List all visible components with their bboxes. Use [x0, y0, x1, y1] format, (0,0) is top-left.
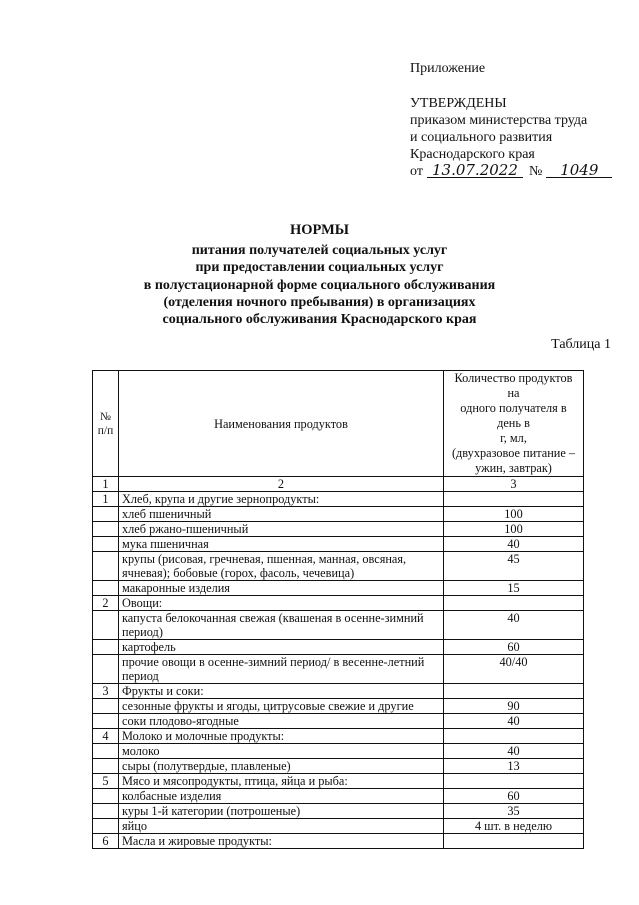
row-number: 6	[93, 834, 119, 849]
header-qty-line-4: (двухразовое питание –	[451, 446, 576, 460]
product-row	[93, 655, 584, 684]
row-number	[93, 522, 119, 537]
product-quantity: 13	[444, 759, 584, 774]
row-number	[93, 552, 119, 581]
product-name: крупы (рисовая, гречневая, пшенная, манная, овсяная, ячневая); бобовые (горох, фасоль, чечевица)	[119, 552, 444, 581]
product-row	[93, 759, 584, 774]
header-qty	[444, 371, 584, 477]
row-number	[93, 744, 119, 759]
row-number	[93, 699, 119, 714]
row-number	[93, 804, 119, 819]
product-quantity: 4 шт. в неделю	[444, 819, 584, 834]
row-number	[93, 819, 119, 834]
product-row	[93, 537, 584, 552]
row-number	[93, 714, 119, 729]
product-name: молоко	[119, 744, 444, 759]
index-cell-1: 1	[93, 477, 119, 492]
product-quantity	[444, 834, 584, 849]
category-row	[93, 729, 584, 744]
product-name: мука пшеничная	[119, 537, 444, 552]
order-number-handwritten: 1049	[546, 163, 612, 178]
row-number	[93, 507, 119, 522]
row-number: 4	[93, 729, 119, 744]
from-label: от	[410, 164, 423, 179]
product-row	[93, 819, 584, 834]
title-line-1: питания получателей социальных услуг	[191, 243, 448, 259]
product-row	[93, 581, 584, 596]
table-header-row	[93, 371, 584, 477]
product-quantity: 60	[444, 789, 584, 804]
category-row	[93, 774, 584, 789]
product-quantity	[444, 492, 584, 507]
norms-table	[92, 370, 584, 849]
number-sign: №	[528, 164, 543, 179]
row-number	[93, 759, 119, 774]
appendix-label: Приложение	[410, 61, 486, 76]
product-name: картофель	[119, 640, 444, 655]
product-name: куры 1-й категории (потрошеные)	[119, 804, 444, 819]
product-quantity	[444, 729, 584, 744]
category-row	[93, 834, 584, 849]
index-cell-3: 3	[444, 477, 584, 492]
product-row	[93, 714, 584, 729]
product-name: Мясо и мясопродукты, птица, яйца и рыба:	[119, 774, 444, 789]
header-num: № п/п	[93, 371, 119, 477]
title-main: НОРМЫ	[289, 222, 350, 238]
header-name: Наименования продуктов	[119, 371, 444, 477]
product-name: хлеб ржано-пшеничный	[119, 522, 444, 537]
table-body	[93, 492, 584, 849]
approval-line-2: и социального развития	[410, 130, 553, 145]
product-quantity: 90	[444, 699, 584, 714]
product-row	[93, 640, 584, 655]
product-quantity: 100	[444, 522, 584, 537]
row-number	[93, 611, 119, 640]
product-quantity	[444, 596, 584, 611]
approval-line-3: Краснодарского края	[410, 147, 535, 162]
title-line-4: (отделения ночного пребывания) в организациях	[163, 294, 476, 310]
row-number	[93, 655, 119, 684]
product-name: прочие овощи в осенне-зимний период/ в весенне-летний период	[119, 655, 444, 684]
product-quantity: 35	[444, 804, 584, 819]
row-number	[93, 789, 119, 804]
product-row	[93, 552, 584, 581]
product-name: макаронные изделия	[119, 581, 444, 596]
product-row	[93, 789, 584, 804]
approval-line-1: приказом министерства труда	[410, 113, 588, 128]
product-name: сыры (полутвердые, плавленые)	[119, 759, 444, 774]
product-name: хлеб пшеничный	[119, 507, 444, 522]
product-row	[93, 611, 584, 640]
product-quantity: 40	[444, 714, 584, 729]
row-number	[93, 537, 119, 552]
table-index-row	[93, 477, 584, 492]
category-row	[93, 492, 584, 507]
title-line-2: при предоставлении социальных услуг	[195, 260, 444, 276]
header-qty-line-2: одного получателя в день в	[460, 401, 567, 430]
header-qty-line-3: г, мл,	[500, 431, 527, 445]
product-name: соки плодово-ягодные	[119, 714, 444, 729]
document-title	[0, 222, 639, 328]
header-qty-line-5: ужин, завтрак)	[475, 461, 552, 475]
product-row	[93, 507, 584, 522]
product-row	[93, 699, 584, 714]
product-name: Молоко и молочные продукты:	[119, 729, 444, 744]
product-quantity: 40	[444, 611, 584, 640]
category-row	[93, 684, 584, 699]
approved-label: УТВЕРЖДЕНЫ	[410, 96, 507, 111]
product-name: Овощи:	[119, 596, 444, 611]
product-quantity: 40	[444, 744, 584, 759]
product-quantity: 15	[444, 581, 584, 596]
product-row	[93, 804, 584, 819]
table-caption: Таблица 1	[551, 337, 611, 352]
approval-block	[410, 60, 612, 180]
order-date-handwritten: 13.07.2022	[427, 163, 523, 178]
order-date-number-line	[410, 163, 612, 180]
title-line-3: в полустационарной форме социального обслуживания	[143, 277, 496, 293]
product-name: колбасные изделия	[119, 789, 444, 804]
title-line-5: социального обслуживания Краснодарского края	[162, 312, 477, 328]
product-quantity: 45	[444, 552, 584, 581]
product-row	[93, 744, 584, 759]
product-name: капуста белокочанная свежая (квашеная в осенне-зимний период)	[119, 611, 444, 640]
row-number: 3	[93, 684, 119, 699]
row-number: 1	[93, 492, 119, 507]
product-quantity: 40	[444, 537, 584, 552]
product-quantity: 40/40	[444, 655, 584, 684]
product-row	[93, 522, 584, 537]
product-name: Фрукты и соки:	[119, 684, 444, 699]
product-quantity	[444, 684, 584, 699]
row-number	[93, 581, 119, 596]
product-name: яйцо	[119, 819, 444, 834]
product-name: сезонные фрукты и ягоды, цитрусовые свежие и другие	[119, 699, 444, 714]
product-quantity	[444, 774, 584, 789]
product-quantity: 60	[444, 640, 584, 655]
row-number: 2	[93, 596, 119, 611]
header-qty-line-1: Количество продуктов на	[454, 371, 573, 400]
product-name: Хлеб, крупа и другие зернопродукты:	[119, 492, 444, 507]
category-row	[93, 596, 584, 611]
row-number: 5	[93, 774, 119, 789]
product-quantity: 100	[444, 507, 584, 522]
product-name: Масла и жировые продукты:	[119, 834, 444, 849]
index-cell-2: 2	[119, 477, 444, 492]
row-number	[93, 640, 119, 655]
